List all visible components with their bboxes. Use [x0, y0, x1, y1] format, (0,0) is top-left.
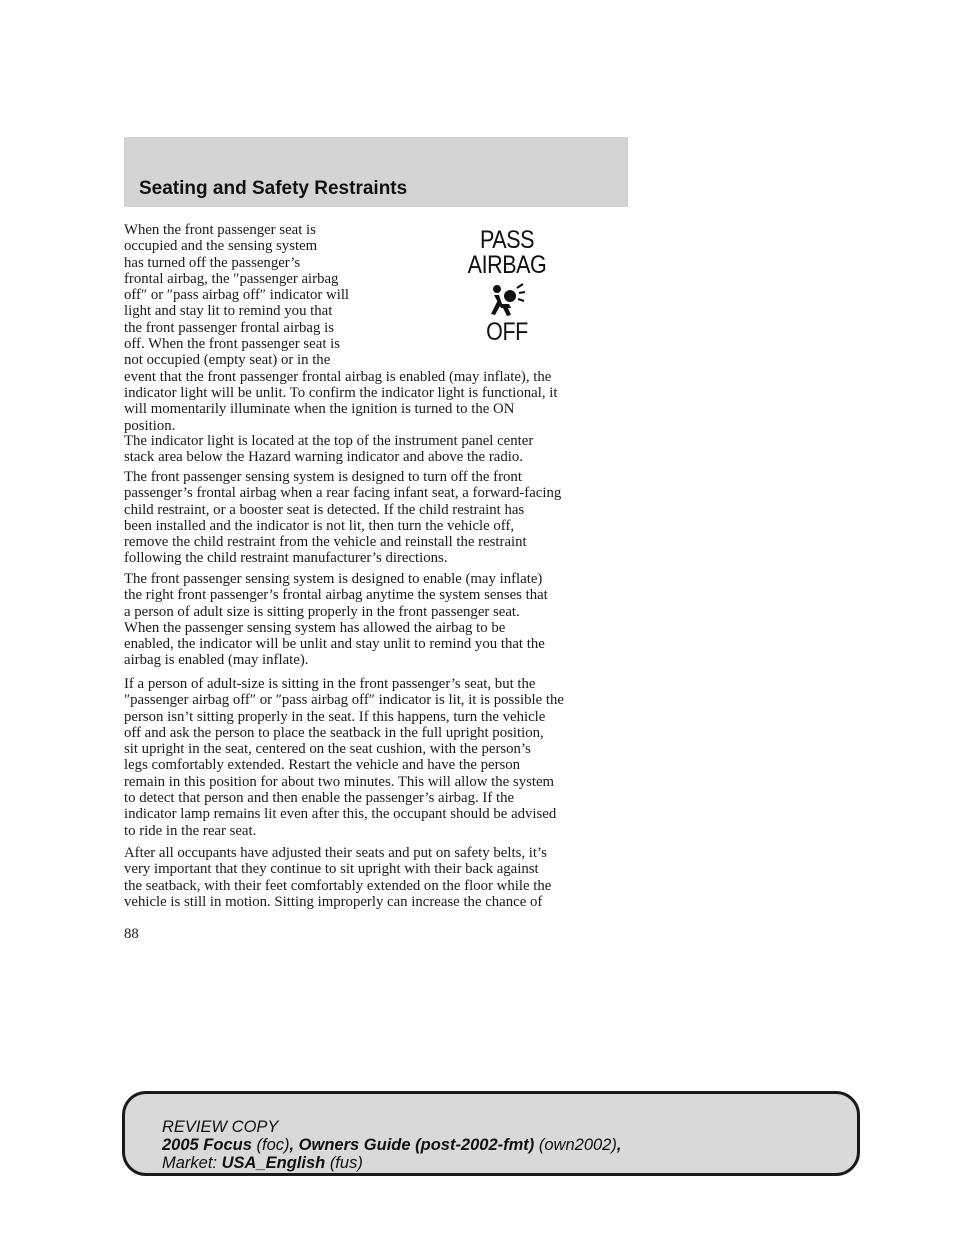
text-line: position. [124, 417, 176, 434]
text-line: occupied and the sensing system [124, 238, 318, 255]
paragraph-sensing-enable [124, 571, 630, 669]
text-line: will momentarily illuminate when the ignition is turned to the ON [124, 401, 515, 418]
footer-market-line [162, 1154, 621, 1172]
text-line: the seatback, with their feet comfortably extended on the floor while the [124, 877, 552, 894]
text-line: The front passenger sensing system is designed to enable (may inflate) [124, 571, 543, 587]
text-line: After all occupants have adjusted their seats and put on safety belts, it’s [124, 845, 547, 861]
section-title: Seating and Safety Restraints [139, 178, 408, 199]
text-line: off. When the front passenger seat is [124, 336, 340, 353]
text-line: has turned off the passenger’s [124, 254, 301, 271]
text-line: a person of adult size is sitting properly in the front passenger seat. [124, 603, 520, 620]
text-line: vehicle is still in motion. Sitting improperly can increase the chance of [124, 893, 543, 910]
footer-separator: , [616, 1136, 622, 1154]
text-line: the right front passenger’s frontal airbag anytime the system senses that [124, 587, 548, 604]
footer-document-line [162, 1136, 621, 1154]
footer-market-code: (fus) [329, 1154, 363, 1172]
paragraph-sensing-turn-off [124, 469, 630, 567]
paragraph-intro [124, 222, 630, 434]
footer-guide: Owners Guide (post-2002-fmt) [298, 1136, 535, 1154]
text-line: The front passenger sensing system is designed to turn off the front [124, 469, 522, 485]
text-line: When the front passenger seat is [124, 222, 316, 238]
text-line: enabled, the indicator will be unlit and stay unlit to remind you that the [124, 636, 545, 653]
footer-model: 2005 Focus [162, 1136, 252, 1154]
text-line: to ride in the rear seat. [124, 822, 257, 839]
footer-market: USA_English [221, 1154, 326, 1172]
text-line: off″ or ″pass airbag off″ indicator will [124, 287, 350, 304]
text-line: airbag is enabled (may inflate). [124, 652, 309, 669]
review-copy-footer [162, 1118, 621, 1172]
indicator-line-pass: PASS [479, 226, 535, 254]
indicator-line-off: OFF [486, 318, 528, 346]
text-line: off and ask the person to place the seatback in the full upright position, [124, 724, 544, 741]
indicator-line-airbag: AIRBAG [467, 251, 547, 279]
text-line: When the passenger sensing system has allowed the airbag to be [124, 619, 506, 636]
paragraph-adult-size [124, 676, 630, 839]
footer-review-label: REVIEW COPY [162, 1118, 279, 1136]
footer-guide-code: (own2002) [538, 1136, 617, 1154]
text-line: light and stay lit to remind you that [124, 303, 333, 320]
text-line: ″passenger airbag off″ or ″pass airbag off″ indicator is lit, it is possible the [124, 692, 564, 709]
text-line: The indicator light is located at the top of the instrument panel center [124, 433, 534, 449]
text-line: remain in this position for about two minutes. This will allow the system [124, 773, 555, 790]
text-line: not occupied (empty seat) or in the [124, 352, 331, 369]
text-line: event that the front passenger frontal airbag is enabled (may inflate), the [124, 368, 552, 385]
text-line: frontal airbag, the ″passenger airbag [124, 270, 339, 287]
text-line: sit upright in the seat, centered on the seat cushion, with the person’s [124, 741, 531, 758]
text-line: person isn’t sitting properly in the seat. If this happens, turn the vehicle [124, 708, 546, 725]
text-line: stack area below the Hazard warning indicator and above the radio. [124, 449, 523, 466]
paragraph-indicator-location [124, 433, 630, 466]
text-line: been installed and the indicator is not lit, then turn the vehicle off, [124, 517, 515, 534]
text-line: indicator light will be unlit. To confirm the indicator light is functional, it [124, 384, 558, 401]
footer-model-code: (foc) [256, 1136, 290, 1154]
footer-market-label: Market: [162, 1154, 218, 1172]
page-number: 88 [124, 926, 139, 942]
text-line: very important that they continue to sit upright with their back against [124, 861, 539, 878]
text-line: following the child restraint manufacturer’s directions. [124, 550, 448, 567]
text-line: to detect that person and then enable the passenger’s airbag. If the [124, 790, 515, 807]
paragraph-sit-upright [124, 845, 630, 910]
text-line: legs comfortably extended. Restart the vehicle and have the person [124, 757, 521, 774]
text-line: If a person of adult-size is sitting in the front passenger’s seat, but the [124, 676, 536, 692]
footer-separator: , [289, 1136, 295, 1154]
text-line: child restraint, or a booster seat is detected. If the child restraint has [124, 501, 525, 518]
text-line: indicator lamp remains lit even after this, the occupant should be advised [124, 806, 557, 823]
text-line: the front passenger frontal airbag is [124, 319, 334, 336]
text-line: passenger’s frontal airbag when a rear facing infant seat, a forward-facing [124, 485, 562, 502]
text-line: remove the child restraint from the vehicle and reinstall the restraint [124, 534, 527, 551]
